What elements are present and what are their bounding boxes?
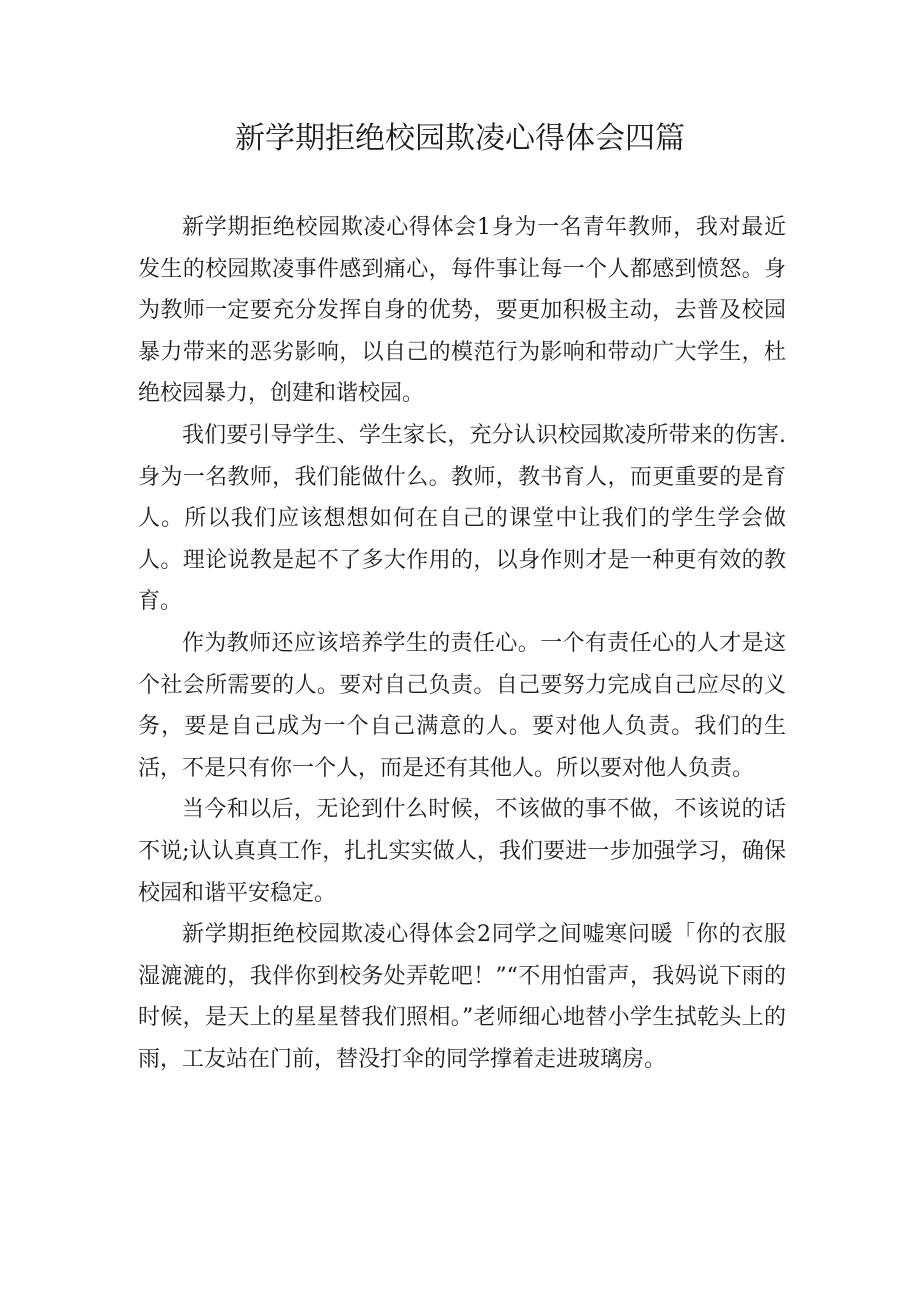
paragraph: 新学期拒绝校园欺凌心得体会2同学之间嘘寒问暖「你的衣服湿漉漉的，我伴你到校务处弄乾吧！”“不用怕雷声，我妈说下雨的时候，是天上的星星替我们照相。”老师细心地替小学生拭乾头上的雨，工友站在门前，替没打伞的同学撑着走进玻璃房。 (138, 922, 786, 1072)
paragraph: 作为教师还应该培养学生的责任心。一个有责任心的人才是这个社会所需要的人。要对自己负责。自己要努力完成自己应尽的义务，要是自己成为一个自己满意的人。要对他人负责。我们的生活，不是只有你一个人，而是还有其他人。所以要对他人负责。 (138, 630, 786, 781)
paragraph: 我们要引导学生、学生家长，充分认识校园欺凌所带来的伤害.身为一名教师，我们能做什么。教师，教书育人，而更重要的是育人。所以我们应该想想如何在自己的课堂中让我们的学生学会做人。理论说教是起不了多大作用的，以身作则才是一种更有效的教育。 (138, 422, 786, 615)
paragraph: 新学期拒绝校园欺凌心得体会1身为一名青年教师，我对最近发生的校园欺凌事件感到痛心，每件事让每一个人都感到愤怒。身为教师一定要充分发挥自身的优势，要更加积极主动，去普及校园暴力带来的恶劣影响，以自己的模范行为影响和带动广大学生，杜绝校园暴力，创建和谐校园。 (138, 215, 786, 407)
document-body (138, 207, 786, 1080)
document-title: 新学期拒绝校园欺凌心得体会四篇 (235, 121, 685, 156)
paragraph: 当今和以后，无论到什么时候，不该做的事不做，不该说的话不说;认认真真工作，扎扎实实做人，我们要进一步加强学习，确保校园和谐平安稳定。 (138, 797, 786, 906)
